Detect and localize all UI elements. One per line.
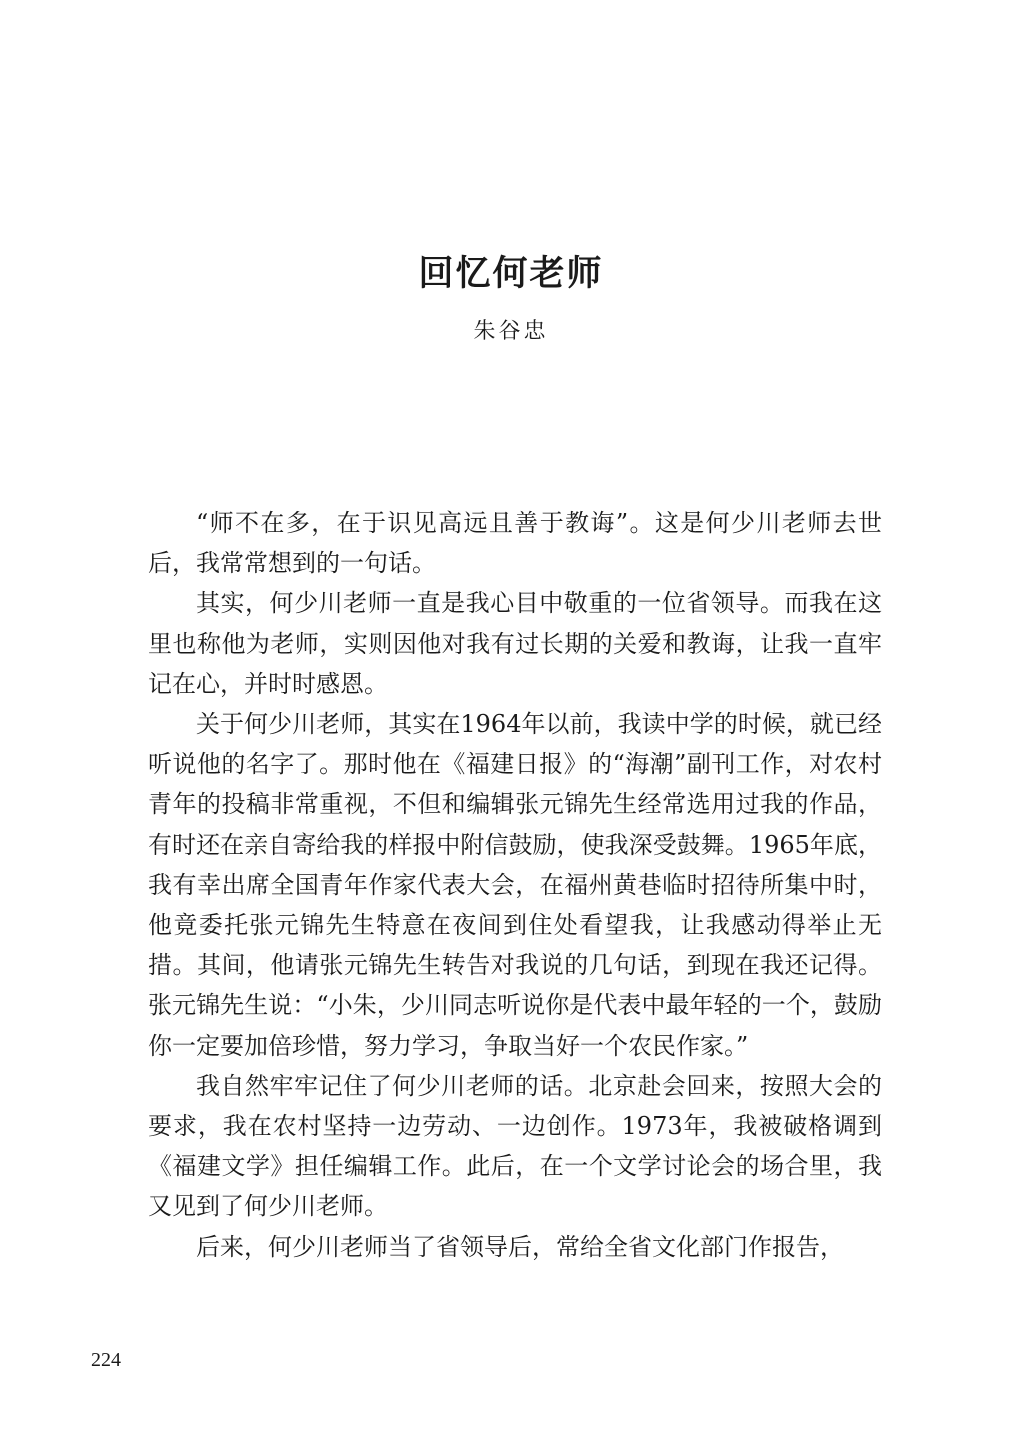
author-name: 朱谷忠 (473, 319, 549, 344)
article-body (148, 503, 882, 1267)
paragraph: “师不在多，在于识见高远且善于教诲”。这是何少川老师去世后，我常常想到的一句话。 (148, 509, 882, 578)
paragraph: 其实，何少川老师一直是我心目中敬重的一位省领导。而我在这里也称他为老师，实则因他对我有过长期的关爱和教诲，让我一直牢记在心，并时时感恩。 (148, 589, 882, 698)
paragraph: 我自然牢牢记住了何少川老师的话。北京赴会回来，按照大会的要求，我在农村坚持一边劳动、一边创作。1973年，我被破格调到《福建文学》担任编辑工作。此后，在一个文学讨论会的场合里，我又见到了何少川老师。 (148, 1071, 882, 1221)
paragraph: 后来，何少川老师当了省领导后，常给全省文化部门作报告， (196, 1232, 844, 1261)
paragraph: 关于何少川老师，其实在1964年以前，我读中学的时候，就已经听说他的名字了。那时他在《福建日报》的“海潮”副刊工作，对农村青年的投稿非常重视，不但和编辑张元锦先生经常选用过我的作品，有时还在亲自寄给我的样报中附信鼓励，使我深受鼓舞。1965年底，我有幸出席全国青年作家代表大会，在福州黄巷临时招待所集中时，他竟委托张元锦先生特意在夜间到住处看望我，让我感动得举止无措。其间，他请张元锦先生转告对我说的几句话，到现在我还记得。张元锦先生说：“小朱，少川同志听说你是代表中最年轻的一个，鼓励你一定要加倍珍惜，努力学习，争取当好一个农民作家。” (148, 710, 882, 1060)
page-title: 回忆何老师 (418, 253, 604, 295)
page-number: 224 (91, 1349, 121, 1371)
